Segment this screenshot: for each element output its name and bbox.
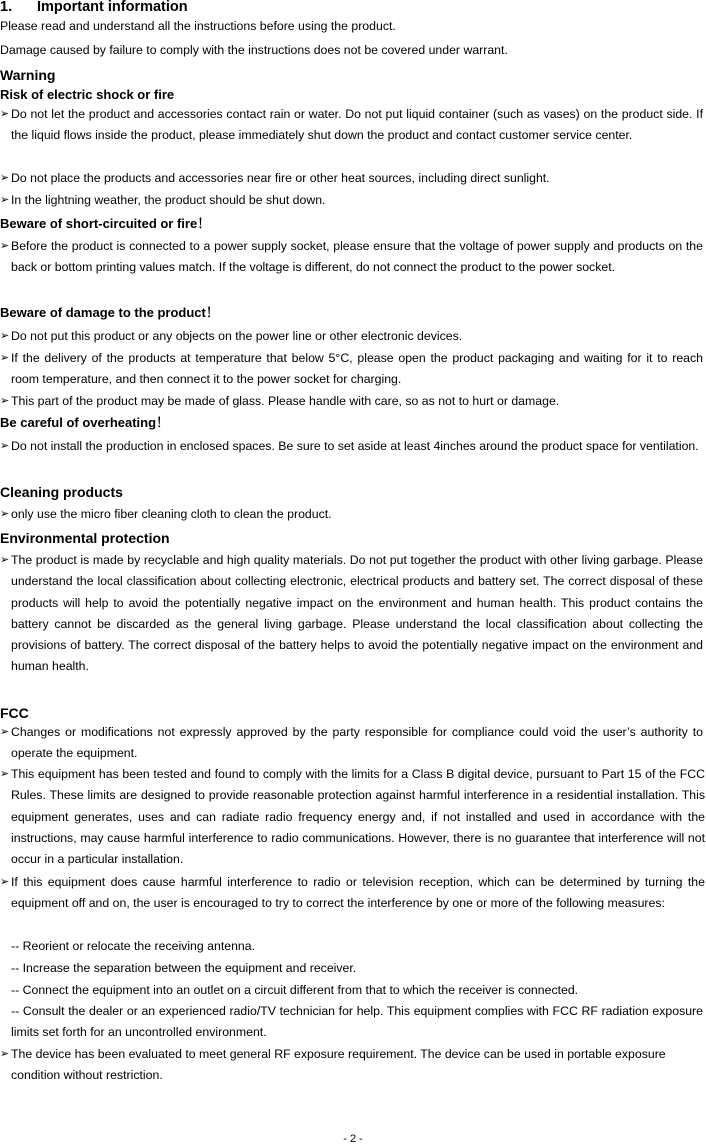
bullet-arrow-icon: ➢	[0, 395, 10, 407]
measure-line: -- Reorient or relocate the receiving antenna.	[11, 939, 256, 953]
bullet-arrow-icon: ➢	[0, 440, 10, 452]
bullet-arrow-icon: ➢	[0, 172, 10, 184]
list-item: Before the product is connected to a power supply socket, please ensure that the voltage of power supply and products on the back or bottom printing values match. If the voltage is different, do not connect the product to the power socket.	[11, 239, 703, 275]
intro-line: Damage caused by failure to comply with the instructions does not be covered under warrant.	[0, 43, 508, 57]
cleaning-heading: Cleaning products	[0, 484, 123, 500]
bullet-arrow-icon: ➢	[0, 554, 10, 566]
list-item: This equipment has been tested and found to comply with the limits for a Class B digital device, pursuant to Part 15 of the FCC Rules. These limits are designed to provide reasonable protection against harmful interference in a residential installation. This equipment generates, uses and can radiate radio frequency energy and, if not installed and used in accordance with the instructions, may cause harmful interference to radio communications. However, there is no guarantee that interference will not occur in a particular installation.	[11, 767, 705, 867]
bullet-arrow-icon: ➢	[0, 508, 10, 520]
bullet-arrow-icon: ➢	[0, 768, 10, 780]
fcc-heading: FCC	[0, 705, 29, 721]
overheating-heading: Be careful of overheating！	[0, 415, 170, 430]
page-number: - 2 -	[343, 1133, 363, 1145]
damage-heading: Beware of damage to the product！	[0, 305, 219, 320]
bullet-arrow-icon: ➢	[0, 352, 10, 364]
short-circuit-heading: Beware of short-circuited or fire！	[0, 216, 211, 231]
intro-line: Please read and understand all the instructions before using the product.	[0, 19, 396, 33]
bullet-arrow-icon: ➢	[0, 876, 10, 888]
list-item: Do not install the production in enclosed spaces. Be sure to set aside at least 4inches around the product space for ventilation.	[11, 439, 699, 453]
list-item: In the lightning weather, the product should be shut down.	[11, 193, 326, 207]
section-number: 1.	[0, 0, 13, 15]
section-heading	[0, 0, 188, 15]
bullet-arrow-icon: ➢	[0, 240, 10, 252]
list-item: only use the micro fiber cleaning cloth to clean the product.	[11, 507, 332, 521]
environment-heading: Environmental protection	[0, 530, 170, 546]
list-item: This part of the product may be made of glass. Please handle with care, so as not to hurt or damage.	[11, 394, 560, 408]
list-item: If this equipment does cause harmful interference to radio or television reception, which can be determined by turning the equipment off and on, the user is encouraged to try to correct the interference by one or more of the following measures:	[11, 875, 705, 911]
electric-shock-heading: Risk of electric shock or fire	[0, 87, 175, 102]
bullet-arrow-icon: ➢	[0, 1048, 10, 1060]
bullet-arrow-icon: ➢	[0, 108, 10, 120]
measure-line: -- Increase the separation between the equipment and receiver.	[11, 961, 357, 975]
measure-line: -- Connect the equipment into an outlet on a circuit different from that to which the receiver is connected.	[11, 983, 579, 997]
list-item: If the delivery of the products at temperature that below 5°C, please open the product packaging and waiting for it to reach room temperature, and then connect it to the power socket for charging.	[11, 351, 703, 387]
list-item: The device has been evaluated to meet general RF exposure requirement. The device can be used in portable exposure condition without restriction.	[11, 1047, 666, 1083]
list-item: The product is made by recyclable and high quality materials. Do not put together the product with other living garbage. Please understand the local classification about collecting electronic, electrical products and battery set. The correct disposal of these products will help to avoid the potentially negative impact on the environment and human health. This product contains the battery cannot be discarded as the general living garbage. Please understand the local classification about collecting the provisions of battery. The correct disposal of the battery helps to avoid the potentially negative impact on the environment and human health.	[11, 553, 703, 674]
measure-line: -- Consult the dealer or an experienced radio/TV technician for help. This equipment complies with FCC RF radiation exposure limits set forth for an uncontrolled environment.	[11, 1004, 703, 1040]
list-item: Do not place the products and accessories near fire or other heat sources, including direct sunlight.	[11, 171, 550, 185]
section-title: Important information	[37, 0, 188, 15]
list-item: Changes or modifications not expressly approved by the party responsible for compliance could void the user’s authority to operate the equipment.	[11, 725, 703, 761]
warning-heading: Warning	[0, 67, 56, 83]
bullet-arrow-icon: ➢	[0, 330, 10, 342]
bullet-arrow-icon: ➢	[0, 726, 10, 738]
list-item: Do not let the product and accessories contact rain or water. Do not put liquid container (such as vases) on the product side. If the liquid flows inside the product, please immediately shut down the product and contact customer service center.	[11, 107, 703, 143]
bullet-arrow-icon: ➢	[0, 194, 10, 206]
list-item: Do not put this product or any objects on the power line or other electronic devices.	[11, 329, 463, 343]
